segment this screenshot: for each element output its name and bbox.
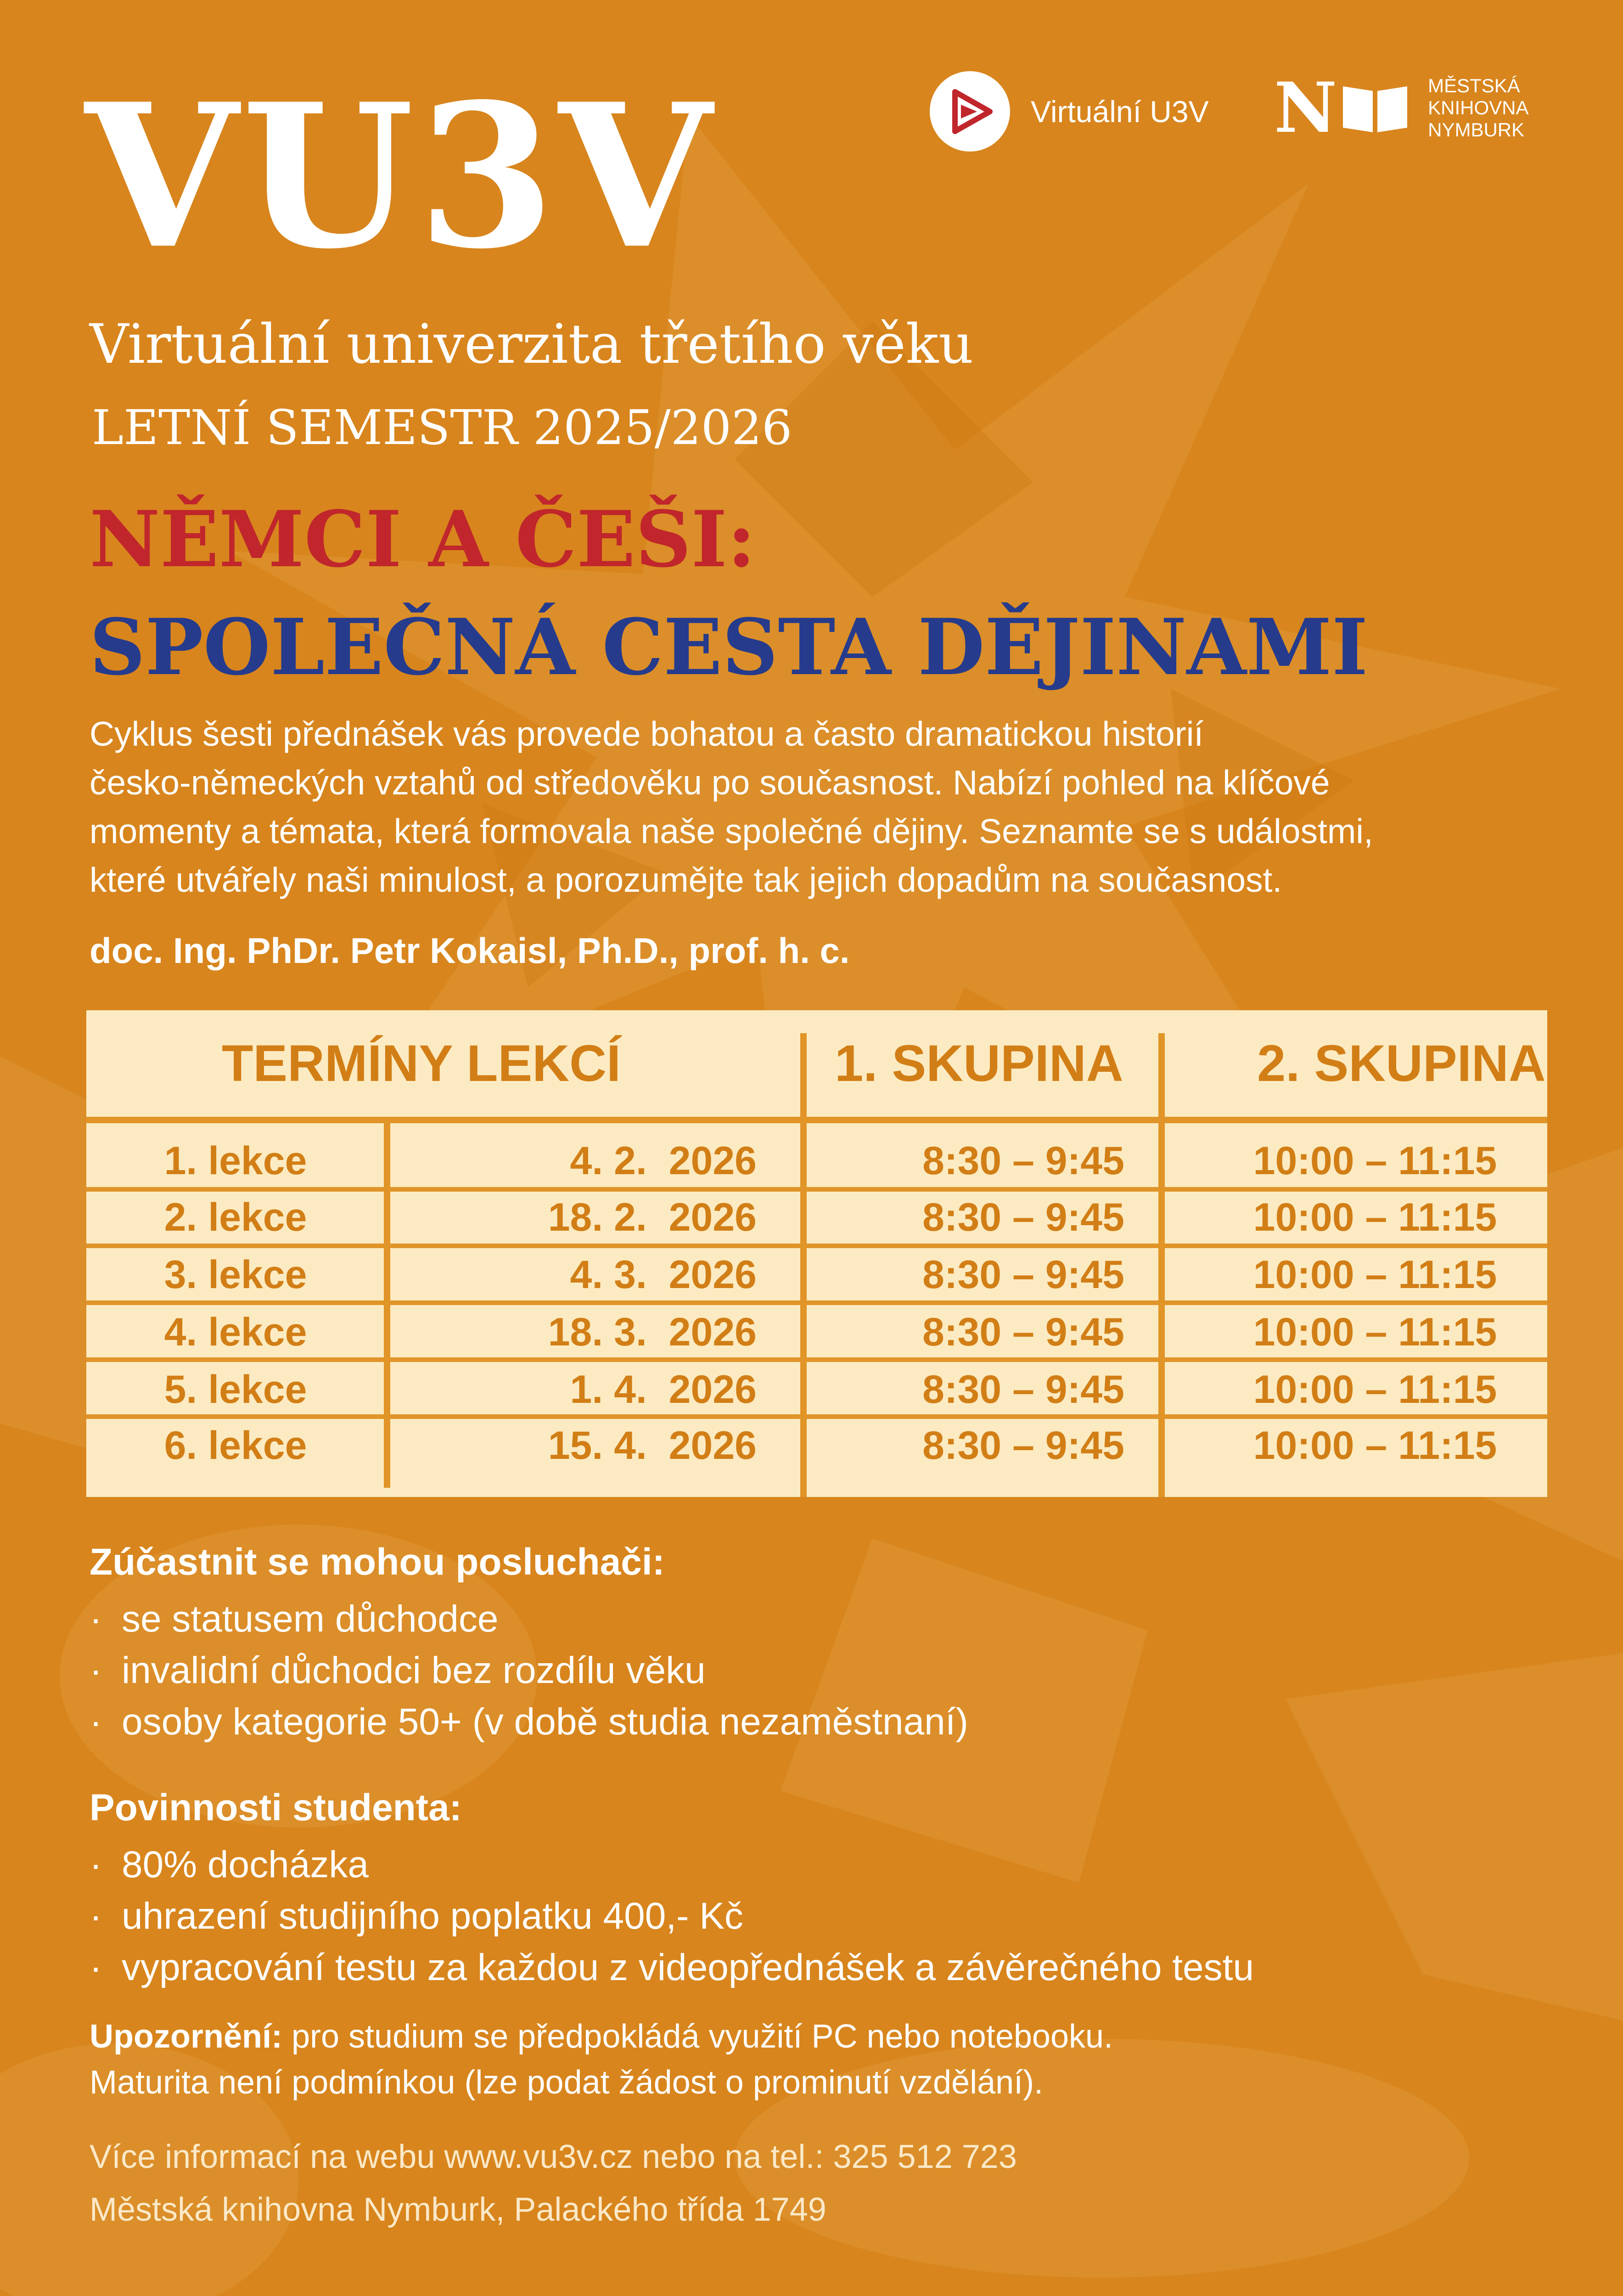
table-divider xyxy=(384,1120,390,1488)
table-row xyxy=(86,1306,1547,1359)
table-divider xyxy=(86,1414,1547,1419)
table-divider xyxy=(86,1117,1547,1123)
semester: LETNÍ SEMESTR 2025/2026 xyxy=(92,400,792,456)
library-logo-letter: N xyxy=(1274,68,1337,148)
lesson-label: 5. lekce xyxy=(164,1367,307,1412)
group2-time: 10:00 – 11:15 xyxy=(1253,1252,1497,1297)
library-logo-text: MĚSTSKÁ KNIHOVNA NYMBURK xyxy=(1428,74,1529,141)
play-triangle-icon xyxy=(930,71,1010,152)
group2-time: 10:00 – 11:15 xyxy=(1253,1195,1497,1239)
eligibility-title: Zúčastnit se mohou posluchači: xyxy=(90,1541,665,1583)
group2-time: 10:00 – 11:15 xyxy=(1253,1310,1497,1354)
list-item: · invalidní důchodci bez rozdílu věku xyxy=(90,1649,706,1691)
lesson-date: 18. 3. 2026 xyxy=(548,1310,757,1354)
virtualni-u3v-logo xyxy=(930,71,1209,152)
lesson-label: 6. lekce xyxy=(164,1423,307,1468)
lesson-date: 4. 2. 2026 xyxy=(570,1138,757,1183)
list-item: · 80% docházka xyxy=(90,1844,369,1885)
group1-time: 8:30 – 9:45 xyxy=(922,1138,1124,1183)
course-title-line2: SPOLEČNÁ CESTA DĚJINAMI xyxy=(90,602,1368,692)
schedule-header xyxy=(86,1010,1547,1116)
footer-address: Městská knihovna Nymburk, Palackého třída 1749 xyxy=(90,2191,826,2228)
list-item: · uhrazení studijního poplatku 400,- Kč xyxy=(90,1895,743,1937)
lesson-label: 3. lekce xyxy=(164,1252,307,1297)
group1-time: 8:30 – 9:45 xyxy=(922,1423,1124,1468)
lesson-label: 1. lekce xyxy=(164,1138,307,1183)
u3v-logo-label: Virtuální U3V xyxy=(1031,94,1209,129)
table-row xyxy=(86,1248,1547,1301)
table-divider xyxy=(800,1033,807,1497)
open-book-icon xyxy=(1341,79,1410,137)
eligibility-list xyxy=(90,1593,968,1748)
table-divider xyxy=(86,1187,1547,1192)
footer-contact: Více informací na webu www.vu3v.cz nebo na tel.: 325 512 723 xyxy=(90,2138,1017,2175)
group2-time: 10:00 – 11:15 xyxy=(1253,1367,1497,1412)
list-item: · osoby kategorie 50+ (v době studia nezaměstnaní) xyxy=(90,1701,968,1743)
lecturer: doc. Ing. PhDr. Petr Kokaisl, Ph.D., prof. h. c. xyxy=(90,930,850,971)
subtitle: Virtuální univerzita třetího věku xyxy=(90,312,974,376)
group1-time: 8:30 – 9:45 xyxy=(922,1252,1124,1297)
duties-title: Povinnosti studenta: xyxy=(90,1787,462,1829)
group2-time: 10:00 – 11:15 xyxy=(1253,1423,1497,1468)
schedule-table xyxy=(86,1010,1547,1497)
group1-time: 8:30 – 9:45 xyxy=(922,1367,1124,1412)
lesson-date: 15. 4. 2026 xyxy=(548,1423,757,1468)
table-divider xyxy=(1158,1033,1165,1497)
group2-time: 10:00 – 11:15 xyxy=(1253,1138,1497,1183)
lesson-label: 2. lekce xyxy=(164,1195,307,1239)
notice: Upozornění: pro studium se předpokládá využití PC nebo notebooku. Maturita není podmínkou (lze podat žádost o prominutí vzdělání). xyxy=(90,2018,1113,2101)
table-row xyxy=(86,1363,1547,1416)
table-row xyxy=(86,1134,1547,1187)
list-item: · vypracování testu za každou z videopřednášek a závěrečného testu xyxy=(90,1947,1254,1988)
library-logo xyxy=(1274,68,1529,148)
lesson-label: 4. lekce xyxy=(164,1310,307,1354)
header-terms: TERMÍNY LEKCÍ xyxy=(222,1034,621,1092)
table-divider xyxy=(86,1357,1547,1362)
table-row xyxy=(86,1419,1547,1472)
group1-time: 8:30 – 9:45 xyxy=(922,1195,1124,1239)
header-group2: 2. SKUPINA xyxy=(1257,1034,1546,1092)
course-title-line1: NĚMCI A ČEŠI: xyxy=(90,494,756,585)
header-group1: 1. SKUPINA xyxy=(835,1034,1123,1092)
table-divider xyxy=(86,1300,1547,1305)
lesson-date: 18. 2. 2026 xyxy=(548,1195,757,1239)
duties-list xyxy=(90,1839,1254,1993)
lesson-date: 1. 4. 2026 xyxy=(570,1367,757,1412)
footer xyxy=(90,2131,1017,2236)
table-row xyxy=(86,1191,1547,1244)
notice-label: Upozornění: xyxy=(90,2018,282,2055)
lesson-date: 4. 3. 2026 xyxy=(570,1252,757,1297)
list-item: · se statusem důchodce xyxy=(90,1598,499,1640)
table-divider xyxy=(86,1244,1547,1248)
intro-paragraph: Cyklus šesti přednášek vás provede bohatou a často dramatickou historií česko-německých vztahů od středověku po současnost. Nabízí pohled na klíčové momenty a témata, která formovala naše společné dějiny. Seznamte se s událostmi, které utvářely naši minulost, a porozumějte tak jejich dopadům na současnost. xyxy=(90,715,1373,899)
group1-time: 8:30 – 9:45 xyxy=(922,1310,1124,1354)
brand-title: VU3V xyxy=(85,61,716,293)
